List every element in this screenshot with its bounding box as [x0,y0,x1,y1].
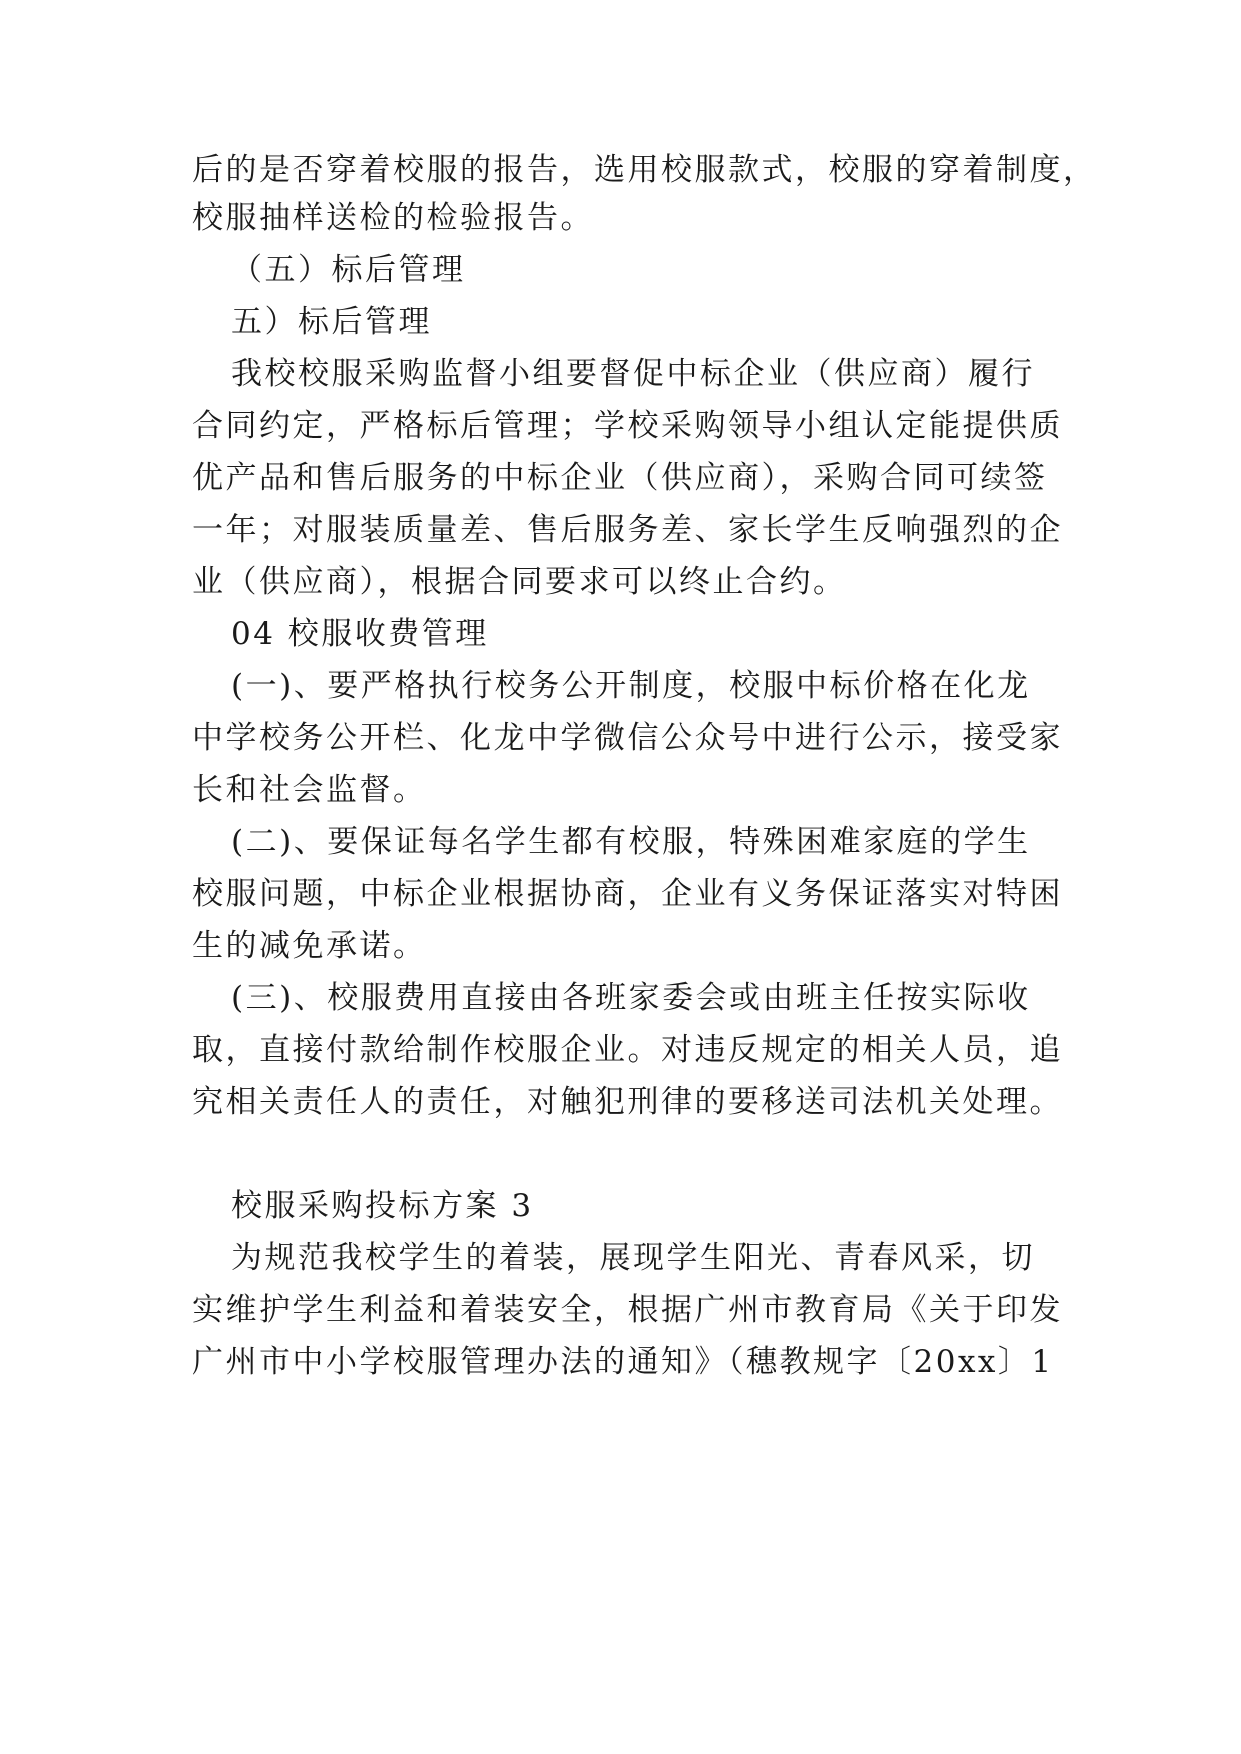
text-line: 究相关责任人的责任，对触犯刑律的要移送司法机关处理。 [192,1084,1063,1120]
text-line: 一年；对服装质量差、售后服务差、家长学生反响强烈的企 [192,512,1063,548]
text-line: 为规范我校学生的着装，展现学生阳光、青春风采，切 [231,1240,1035,1276]
text-line: 广州市中小学校服管理办法的通知》（穗教规字〔20xx〕1 [192,1344,1054,1380]
text-line: 长和社会监督。 [192,772,427,808]
text-line: (三)、校服费用直接由各班家委会或由班主任按实际收 [231,980,1031,1016]
text-line: 我校校服采购监督小组要督促中标企业（供应商）履行 [231,356,1035,392]
section-heading: 校服采购投标方案 3 [231,1188,534,1224]
text-line: (一)、要严格执行校务公开制度，校服中标价格在化龙 [231,668,1031,704]
section-heading: 04 校服收费管理 [231,616,489,652]
text-line: 优产品和售后服务的中标企业（供应商），采购合同可续签 [192,460,1048,496]
text-line: (二)、要保证每名学生都有校服，特殊困难家庭的学生 [231,824,1031,860]
text-line: 业（供应商），根据合同要求可以终止合约。 [192,564,847,600]
text-line: 校服抽样送检的检验报告。 [192,200,594,236]
text-line: 中学校务公开栏、化龙中学微信公众号中进行公示，接受家 [192,720,1063,756]
text-line: 校服问题，中标企业根据协商，企业有义务保证落实对特困 [192,876,1063,912]
section-heading: 五）标后管理 [231,304,432,340]
section-heading: （五）标后管理 [231,252,466,288]
text-line: 生的减免承诺。 [192,928,427,964]
text-line: 后的是否穿着校服的报告，选用校服款式，校服的穿着制度， [192,152,1097,188]
text-line: 合同约定，严格标后管理；学校采购领导小组认定能提供质 [192,408,1063,444]
text-line: 取，直接付款给制作校服企业。对违反规定的相关人员，追 [192,1032,1063,1068]
text-line: 实维护学生利益和着装安全，根据广州市教育局《关于印发 [192,1292,1063,1328]
